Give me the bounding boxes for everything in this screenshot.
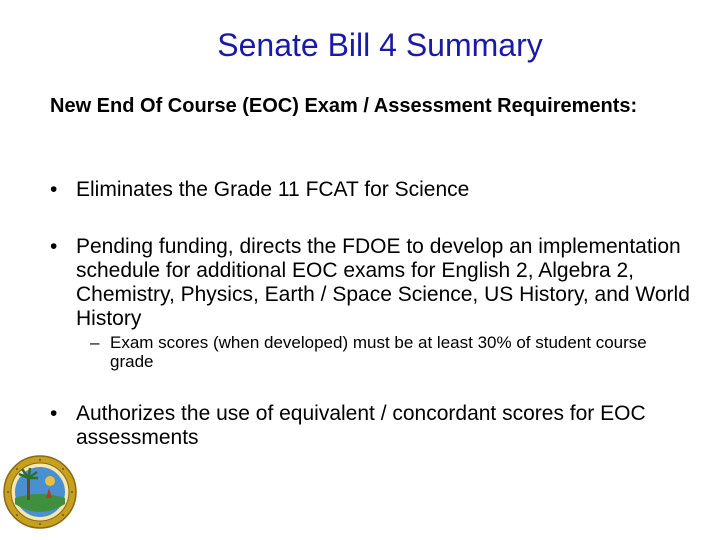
slide-subtitle: New End Of Course (EOC) Exam / Assessment Requirements: xyxy=(50,95,638,117)
bullet-item xyxy=(50,178,690,202)
bullet-marker: • xyxy=(50,402,58,425)
bullet-text: Eliminates the Grade 11 FCAT for Science xyxy=(76,178,470,201)
bullet-marker: • xyxy=(50,235,58,258)
bullet-item xyxy=(50,402,690,450)
florida-state-seal-icon xyxy=(2,454,78,530)
slide-title: Senate Bill 4 Summary xyxy=(217,27,543,63)
seal-sun xyxy=(45,476,55,486)
bullet-text: Authorizes the use of equivalent / concordant scores for EOC assessments xyxy=(76,402,646,449)
seal-palm-trunk xyxy=(27,478,30,500)
sub-bullet-marker: – xyxy=(90,333,100,352)
sub-bullet-item xyxy=(90,333,690,371)
bullet-text: Pending funding, directs the FDOE to develop an implementation schedule for additional EOC exams for English 2, Algebra 2, Chemistry, Physics, Earth / Space Science, US History, and World History xyxy=(76,235,690,330)
bullet-item xyxy=(50,235,690,331)
sub-bullet-text: Exam scores (when developed) must be at least 30% of student course grade xyxy=(110,333,647,371)
bullet-marker: • xyxy=(50,178,58,201)
